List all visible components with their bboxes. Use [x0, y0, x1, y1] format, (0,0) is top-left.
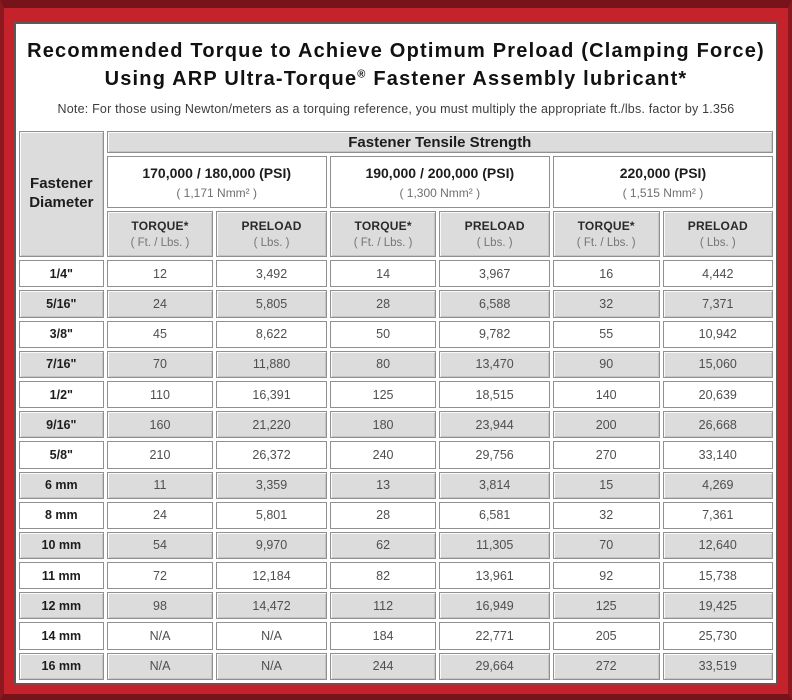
value-cell: 5,801 [216, 502, 326, 529]
value-cell: 9,782 [439, 321, 549, 348]
value-cell: 125 [330, 381, 437, 408]
table-row [19, 592, 773, 619]
value-cell: 24 [107, 502, 214, 529]
value-cell: 6,588 [439, 290, 549, 317]
value-cell: 7,361 [663, 502, 773, 529]
diameter-cell: 8 mm [19, 502, 104, 529]
title-line-1: Recommended Torque to Achieve Optimum Preload (Clamping Force) [27, 40, 765, 62]
value-cell: 270 [553, 441, 660, 468]
value-cell: N/A [107, 622, 214, 649]
diameter-cell: 1/2" [19, 381, 104, 408]
value-cell: 11,305 [439, 532, 549, 559]
torque-table [16, 128, 776, 683]
value-cell: 29,664 [439, 653, 549, 680]
value-cell: 184 [330, 622, 437, 649]
note-text: Note: For those using Newton/meters as a torquing reference, you must multiply the appropriate ft./lbs. factor by 1.356 [57, 102, 735, 117]
page-title [24, 38, 768, 93]
tensile-strength-header: Fastener Tensile Strength [107, 131, 773, 153]
psi-group-170-180: 170,000 / 180,000 (PSI) ( 1,171 Nmm² ) [107, 156, 327, 208]
table-row [19, 290, 773, 317]
value-cell: 11,880 [216, 351, 326, 378]
value-cell: 50 [330, 321, 437, 348]
value-cell: 33,140 [663, 441, 773, 468]
value-cell: 180 [330, 411, 437, 438]
value-cell: 55 [553, 321, 660, 348]
value-cell: 80 [330, 351, 437, 378]
value-cell: 10,942 [663, 321, 773, 348]
value-cell: 4,442 [663, 260, 773, 287]
value-cell: 12,640 [663, 532, 773, 559]
torque-table-wrap [16, 128, 776, 683]
value-cell: 5,805 [216, 290, 326, 317]
preload-column-header: PRELOAD ( Lbs. ) [663, 211, 773, 257]
value-cell: 92 [553, 562, 660, 589]
value-cell: 9,970 [216, 532, 326, 559]
value-cell: 4,269 [663, 472, 773, 499]
diameter-cell: 14 mm [19, 622, 104, 649]
value-cell: 12,184 [216, 562, 326, 589]
value-cell: 28 [330, 290, 437, 317]
value-cell: 19,425 [663, 592, 773, 619]
table-row [19, 622, 773, 649]
value-cell: 70 [107, 351, 214, 378]
value-cell: 110 [107, 381, 214, 408]
diameter-cell: 6 mm [19, 472, 104, 499]
diameter-cell: 5/8" [19, 441, 104, 468]
value-cell: 14 [330, 260, 437, 287]
value-cell: 244 [330, 653, 437, 680]
value-cell: 210 [107, 441, 214, 468]
table-row [19, 532, 773, 559]
table-row [19, 502, 773, 529]
value-cell: 272 [553, 653, 660, 680]
value-cell: 6,581 [439, 502, 549, 529]
table-body [19, 260, 773, 680]
value-cell: 3,359 [216, 472, 326, 499]
value-cell: 62 [330, 532, 437, 559]
diameter-cell: 5/16" [19, 290, 104, 317]
value-cell: 54 [107, 532, 214, 559]
value-cell: 18,515 [439, 381, 549, 408]
value-cell: 3,814 [439, 472, 549, 499]
value-cell: 26,372 [216, 441, 326, 468]
value-cell: N/A [107, 653, 214, 680]
torque-column-header: TORQUE* ( Ft. / Lbs. ) [107, 211, 214, 257]
value-cell: 98 [107, 592, 214, 619]
value-cell: 11 [107, 472, 214, 499]
table-row [19, 260, 773, 287]
value-cell: 29,756 [439, 441, 549, 468]
value-cell: 240 [330, 441, 437, 468]
value-cell: 82 [330, 562, 437, 589]
value-cell: 26,668 [663, 411, 773, 438]
value-cell: 14,472 [216, 592, 326, 619]
tensile-header-row [19, 131, 773, 153]
value-cell: 8,622 [216, 321, 326, 348]
diameter-cell: 3/8" [19, 321, 104, 348]
torque-column-header: TORQUE* ( Ft. / Lbs. ) [553, 211, 660, 257]
value-cell: 3,492 [216, 260, 326, 287]
preload-column-header: PRELOAD ( Lbs. ) [216, 211, 326, 257]
value-cell: 125 [553, 592, 660, 619]
value-cell: 23,944 [439, 411, 549, 438]
value-cell: 24 [107, 290, 214, 317]
diameter-column-header: Fastener Diameter [19, 131, 104, 257]
column-header-row [19, 211, 773, 257]
diameter-cell: 1/4" [19, 260, 104, 287]
value-cell: 15,738 [663, 562, 773, 589]
value-cell: 13,961 [439, 562, 549, 589]
table-row [19, 653, 773, 680]
value-cell: 70 [553, 532, 660, 559]
value-cell: 90 [553, 351, 660, 378]
value-cell: 21,220 [216, 411, 326, 438]
psi-header-row [19, 156, 773, 208]
value-cell: 12 [107, 260, 214, 287]
value-cell: 160 [107, 411, 214, 438]
title-block [16, 24, 776, 128]
value-cell: 200 [553, 411, 660, 438]
value-cell: 16,949 [439, 592, 549, 619]
value-cell: 13,470 [439, 351, 549, 378]
value-cell: N/A [216, 622, 326, 649]
value-cell: 33,519 [663, 653, 773, 680]
content-panel [14, 22, 778, 685]
value-cell: 205 [553, 622, 660, 649]
diameter-cell: 11 mm [19, 562, 104, 589]
diameter-cell: 10 mm [19, 532, 104, 559]
value-cell: 25,730 [663, 622, 773, 649]
value-cell: 16 [553, 260, 660, 287]
diameter-cell: 12 mm [19, 592, 104, 619]
psi-group-190-200: 190,000 / 200,000 (PSI) ( 1,300 Nmm² ) [330, 156, 550, 208]
value-cell: 13 [330, 472, 437, 499]
psi-group-220: 220,000 (PSI) ( 1,515 Nmm² ) [553, 156, 773, 208]
value-cell: 45 [107, 321, 214, 348]
table-row [19, 351, 773, 378]
value-cell: 15,060 [663, 351, 773, 378]
value-cell: 32 [553, 290, 660, 317]
table-row [19, 562, 773, 589]
value-cell: 22,771 [439, 622, 549, 649]
value-cell: 15 [553, 472, 660, 499]
value-cell: 72 [107, 562, 214, 589]
diameter-cell: 16 mm [19, 653, 104, 680]
table-row [19, 411, 773, 438]
torque-column-header: TORQUE* ( Ft. / Lbs. ) [330, 211, 437, 257]
table-row [19, 321, 773, 348]
table-row [19, 472, 773, 499]
value-cell: N/A [216, 653, 326, 680]
value-cell: 112 [330, 592, 437, 619]
value-cell: 7,371 [663, 290, 773, 317]
title-line-2: Using ARP Ultra-Torque® Fastener Assembly lubricant* [104, 67, 688, 90]
table-row [19, 381, 773, 408]
value-cell: 20,639 [663, 381, 773, 408]
preload-column-header: PRELOAD ( Lbs. ) [439, 211, 549, 257]
table-row [19, 441, 773, 468]
value-cell: 32 [553, 502, 660, 529]
diameter-cell: 7/16" [19, 351, 104, 378]
value-cell: 140 [553, 381, 660, 408]
registered-mark: ® [357, 67, 367, 80]
value-cell: 16,391 [216, 381, 326, 408]
value-cell: 28 [330, 502, 437, 529]
diameter-cell: 9/16" [19, 411, 104, 438]
value-cell: 3,967 [439, 260, 549, 287]
